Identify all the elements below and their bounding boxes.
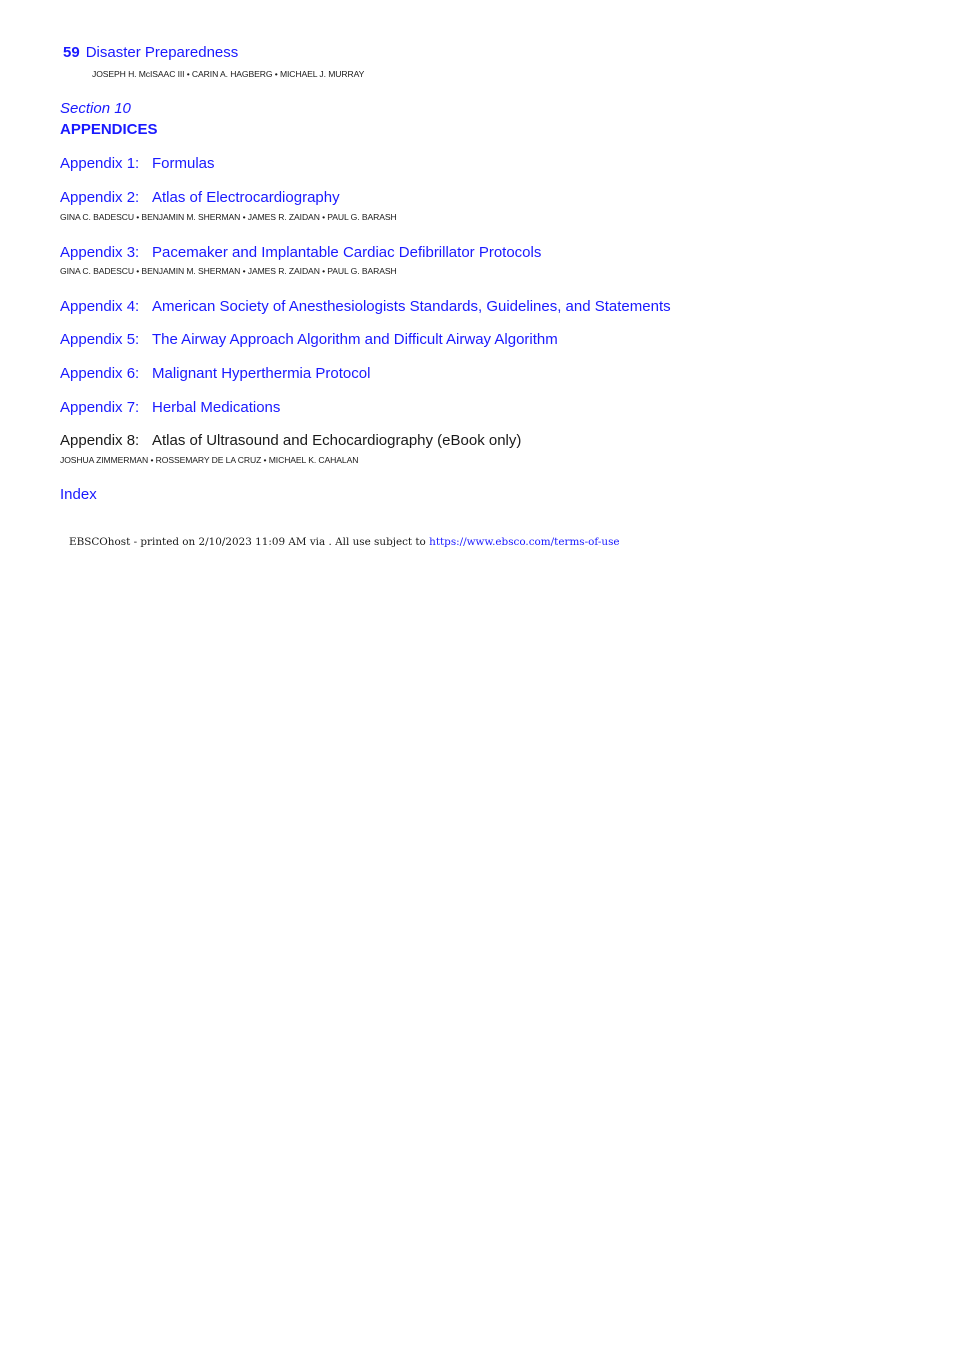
chapter-authors: JOSEPH H. McISAAC III • CARIN A. HAGBERG • MICHAEL J. MURRAY (92, 69, 365, 79)
appendix-6-link[interactable] (60, 365, 370, 382)
appendix-1-link[interactable] (60, 155, 215, 172)
appendix-label: Appendix 5: (60, 331, 140, 348)
appendix-7-link[interactable] (60, 399, 280, 416)
appendix-title: The Airway Approach Algorithm and Difficult Airway Algorithm (152, 331, 558, 348)
appendix-title: American Society of Anesthesiologists Standards, Guidelines, and Statements (152, 298, 671, 315)
index-link[interactable]: Index (60, 486, 97, 503)
appendix-2-link[interactable] (60, 189, 340, 206)
terms-of-use-link[interactable]: https://www.ebsco.com/terms-of-use (429, 536, 620, 548)
appendix-title: Atlas of Ultrasound and Echocardiography (eBook only) (152, 432, 522, 449)
appendix-3-link[interactable] (60, 244, 541, 261)
appendix-5-link[interactable] (60, 331, 558, 348)
appendix-4-link[interactable] (60, 298, 671, 315)
chapter-number: 59 (63, 44, 80, 61)
appendix-title: Formulas (152, 155, 215, 172)
footer-text: EBSCOhost - printed on 2/10/2023 11:09 AM via . All use subject to (69, 536, 430, 548)
appendix-3-authors: GINA C. BADESCU • BENJAMIN M. SHERMAN • JAMES R. ZAIDAN • PAUL G. BARASH (60, 266, 397, 276)
appendix-2-authors: GINA C. BADESCU • BENJAMIN M. SHERMAN • JAMES R. ZAIDAN • PAUL G. BARASH (60, 212, 397, 222)
section-title: APPENDICES (60, 121, 158, 138)
appendix-title: Atlas of Electrocardiography (152, 189, 340, 206)
appendix-8-authors: JOSHUA ZIMMERMAN • ROSSEMARY DE LA CRUZ • MICHAEL K. CAHALAN (60, 455, 359, 465)
footer-notice (69, 536, 620, 548)
appendix-label: Appendix 6: (60, 365, 140, 382)
appendix-label: Appendix 1: (60, 155, 140, 172)
appendix-label: Appendix 2: (60, 189, 140, 206)
appendix-label: Appendix 4: (60, 298, 140, 315)
section-label: Section 10 (60, 100, 131, 117)
appendix-label: Appendix 8: (60, 432, 140, 449)
appendix-title: Herbal Medications (152, 399, 281, 416)
chapter-title: Disaster Preparedness (85, 44, 239, 61)
chapter-59-link[interactable] (63, 44, 238, 61)
appendix-label: Appendix 3: (60, 244, 140, 261)
appendix-title: Malignant Hyperthermia Protocol (152, 365, 371, 382)
appendix-title: Pacemaker and Implantable Cardiac Defibrillator Protocols (152, 244, 542, 261)
appendix-8-entry (60, 432, 521, 449)
appendix-label: Appendix 7: (60, 399, 140, 416)
